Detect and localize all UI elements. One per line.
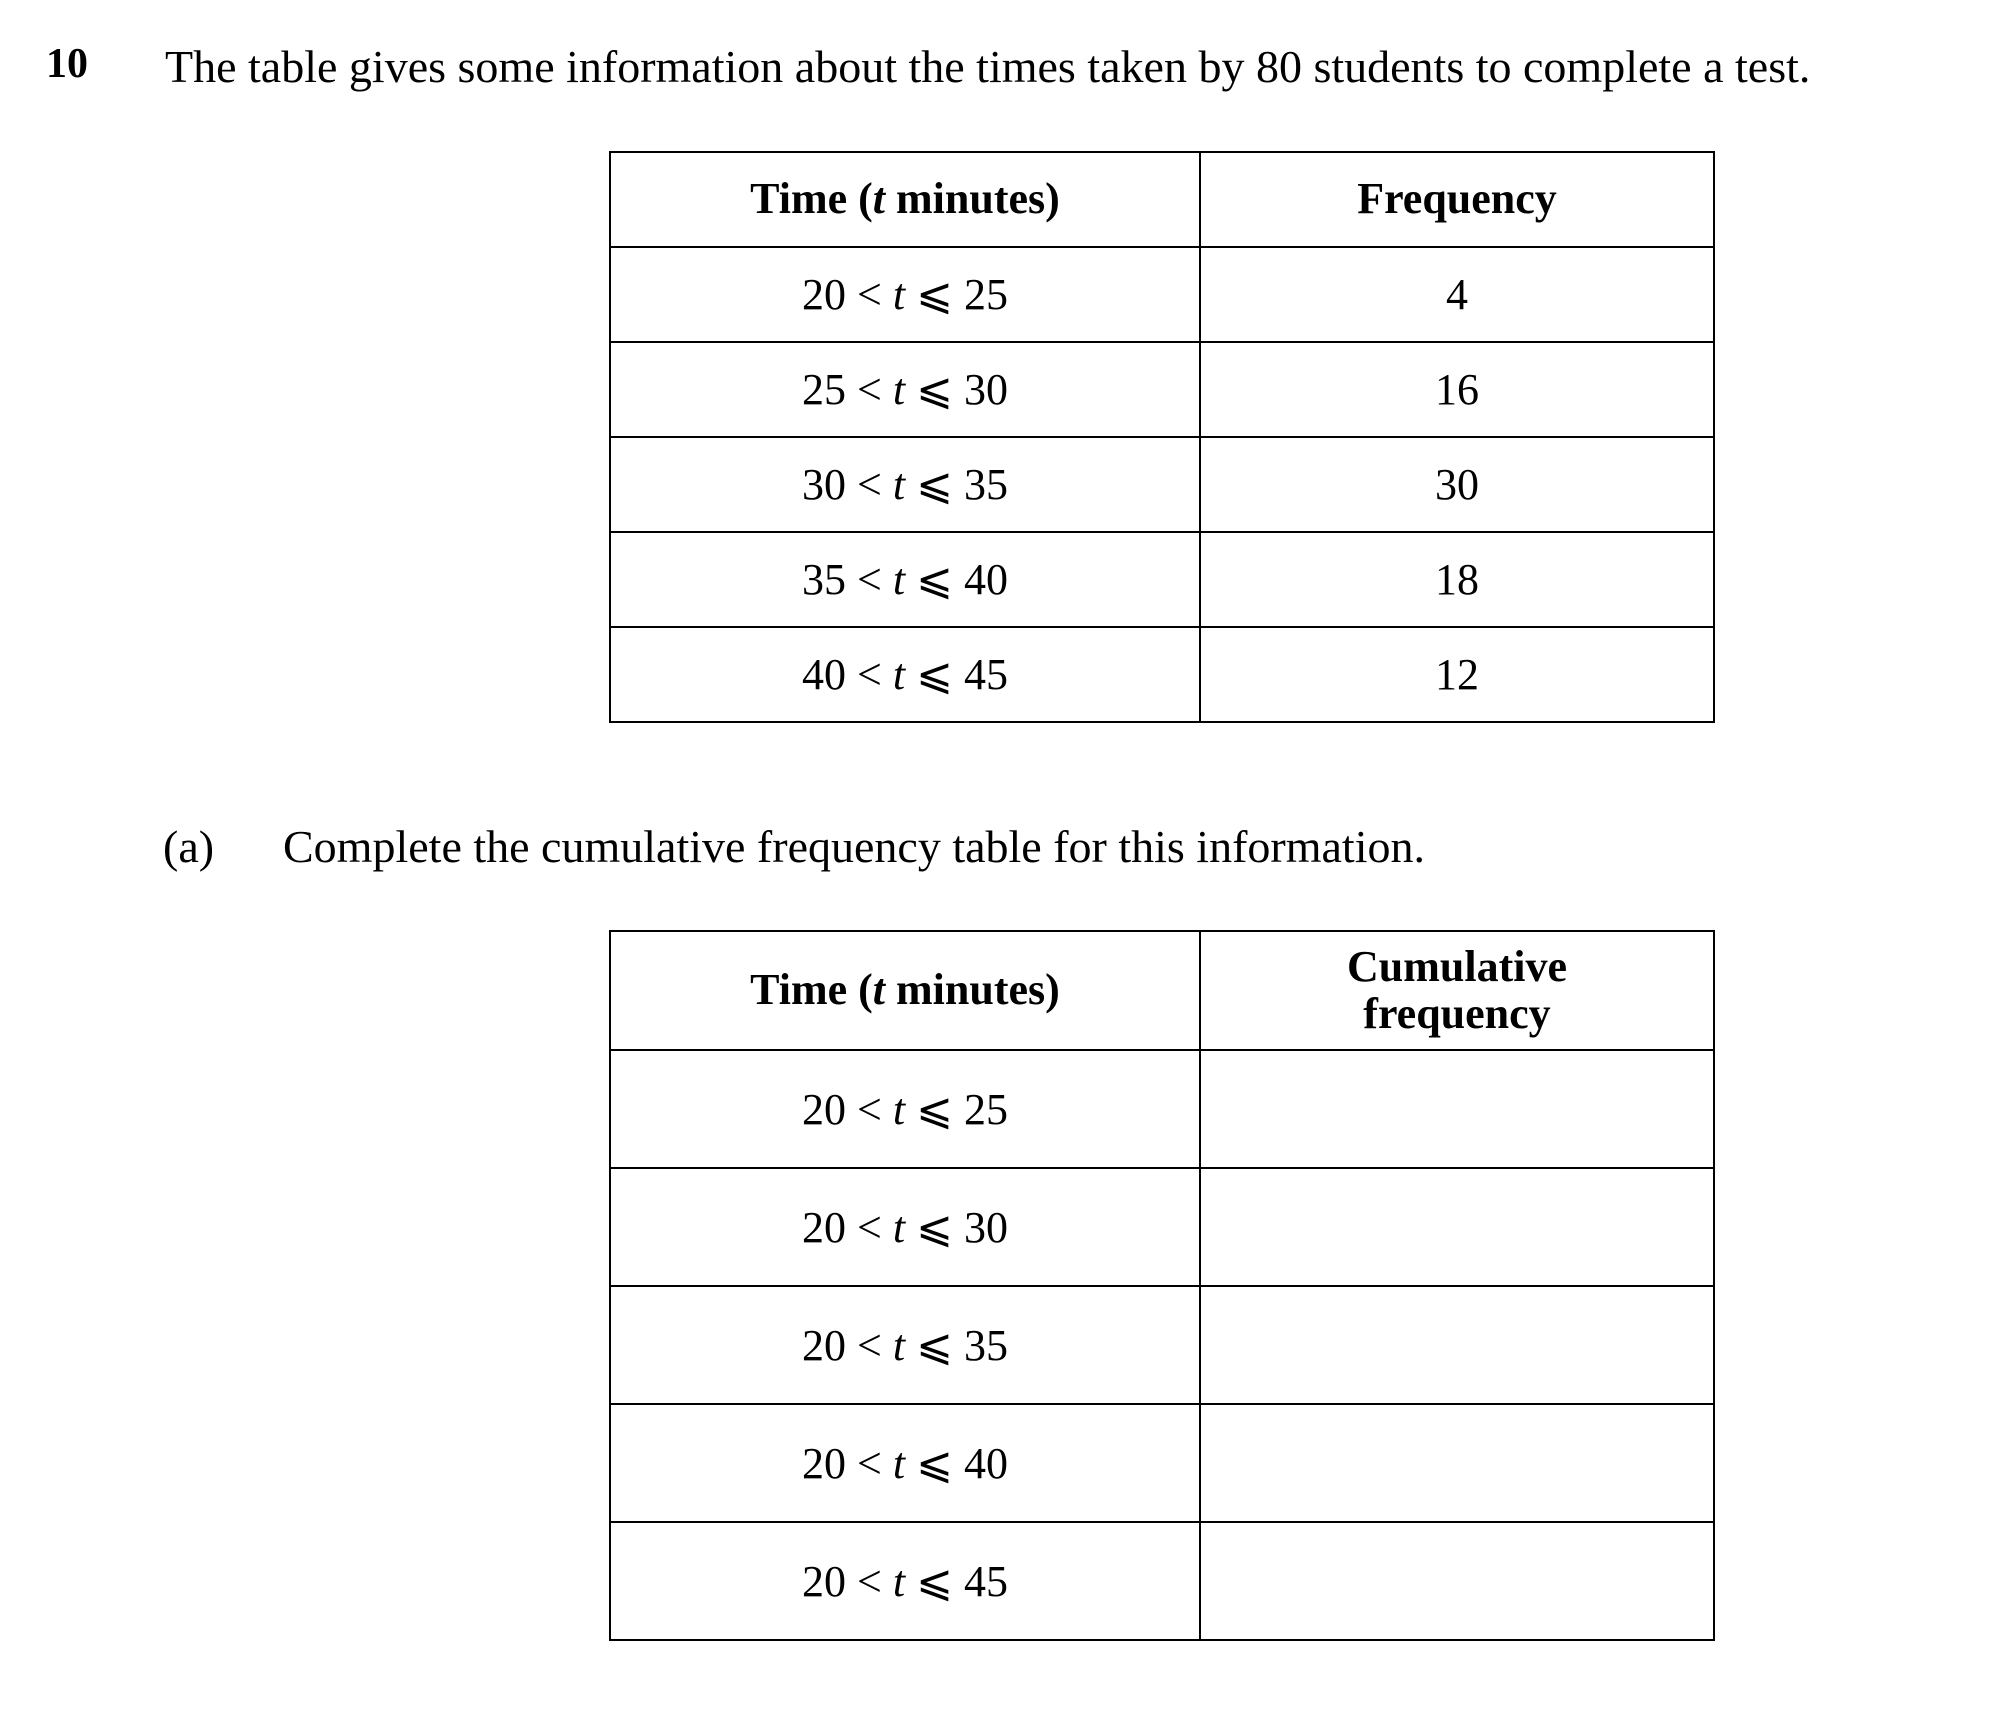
time-interval-cell <box>610 627 1200 722</box>
time-interval-cell <box>610 1404 1200 1522</box>
table-row <box>610 532 1714 627</box>
time-header-variable: t <box>872 965 886 1015</box>
frequency-cell: 18 <box>1200 532 1714 627</box>
interval-upper: ⩽ 35 <box>916 460 1008 509</box>
table-row <box>610 1404 1714 1522</box>
interval-upper: ⩽ 40 <box>916 555 1008 604</box>
time-header-suffix: minutes) <box>885 965 1060 1015</box>
time-header-suffix: minutes) <box>885 174 1060 224</box>
time-interval-cell <box>610 342 1200 437</box>
time-interval-cell <box>610 1522 1200 1640</box>
interval-variable: t <box>892 460 906 509</box>
interval-lower: 20 < <box>802 1320 882 1370</box>
interval-lower: 25 < <box>802 365 882 414</box>
interval-upper: ⩽ 25 <box>916 270 1008 319</box>
time-column-header <box>610 931 1200 1050</box>
interval-lower: 20 < <box>802 1202 882 1252</box>
table-row <box>610 1050 1714 1168</box>
time-column-header <box>610 152 1200 247</box>
interval-upper: ⩽ 35 <box>916 1320 1008 1370</box>
time-header-prefix: Time ( <box>750 174 873 224</box>
interval-upper: ⩽ 40 <box>916 1438 1008 1488</box>
frequency-cell: 16 <box>1200 342 1714 437</box>
interval-variable: t <box>892 650 906 699</box>
cumulative-frequency-table <box>609 930 1715 1641</box>
interval-upper: ⩽ 45 <box>916 1556 1008 1606</box>
cumulative-header-line1: Cumulative <box>1347 942 1567 992</box>
interval-variable: t <box>892 1438 906 1488</box>
cumulative-header-line2: frequency <box>1363 988 1551 1038</box>
time-interval-cell <box>610 247 1200 342</box>
interval-lower: 20 < <box>802 1556 882 1606</box>
interval-variable: t <box>892 1556 906 1606</box>
part-a-label: (a) <box>163 821 215 872</box>
table-row <box>610 1522 1714 1640</box>
table-row <box>610 1168 1714 1286</box>
interval-upper: ⩽ 45 <box>916 650 1008 699</box>
frequency-cell: 12 <box>1200 627 1714 722</box>
cumulative-frequency-answer-cell[interactable] <box>1200 1168 1714 1286</box>
interval-upper: ⩽ 30 <box>916 1202 1008 1252</box>
time-interval-cell <box>610 532 1200 627</box>
interval-upper: ⩽ 30 <box>916 365 1008 414</box>
interval-lower: 20 < <box>802 1438 882 1488</box>
time-header-prefix: Time ( <box>750 965 873 1015</box>
interval-variable: t <box>892 1320 906 1370</box>
interval-lower: 35 < <box>802 555 882 604</box>
frequency-table-header-row <box>610 152 1714 247</box>
time-interval-cell <box>610 437 1200 532</box>
interval-lower: 20 < <box>802 1084 882 1134</box>
time-interval-cell <box>610 1168 1200 1286</box>
interval-lower: 30 < <box>802 460 882 509</box>
table-row <box>610 627 1714 722</box>
time-interval-cell <box>610 1050 1200 1168</box>
frequency-cell: 30 <box>1200 437 1714 532</box>
interval-upper: ⩽ 25 <box>916 1084 1008 1134</box>
cumulative-frequency-answer-cell[interactable] <box>1200 1522 1714 1640</box>
interval-lower: 40 < <box>802 650 882 699</box>
question-number: 10 <box>46 41 88 87</box>
interval-variable: t <box>892 555 906 604</box>
cumulative-frequency-column-header <box>1200 931 1714 1050</box>
interval-variable: t <box>892 1202 906 1252</box>
cumulative-frequency-answer-cell[interactable] <box>1200 1286 1714 1404</box>
frequency-cell: 4 <box>1200 247 1714 342</box>
table-row <box>610 342 1714 437</box>
time-header-variable: t <box>872 174 886 224</box>
interval-variable: t <box>892 1084 906 1134</box>
interval-variable: t <box>892 270 906 319</box>
frequency-table <box>609 151 1715 723</box>
table-row <box>610 437 1714 532</box>
cumulative-table-header-row <box>610 931 1714 1050</box>
table-row <box>610 247 1714 342</box>
part-a-text: Complete the cumulative frequency table for this information. <box>283 821 1425 872</box>
frequency-column-header: Frequency <box>1200 152 1714 247</box>
table-row <box>610 1286 1714 1404</box>
cumulative-frequency-answer-cell[interactable] <box>1200 1404 1714 1522</box>
interval-lower: 20 < <box>802 270 882 319</box>
interval-variable: t <box>892 365 906 414</box>
question-text: The table gives some information about the times taken by 80 students to complete a test. <box>165 41 1811 92</box>
cumulative-frequency-answer-cell[interactable] <box>1200 1050 1714 1168</box>
time-interval-cell <box>610 1286 1200 1404</box>
